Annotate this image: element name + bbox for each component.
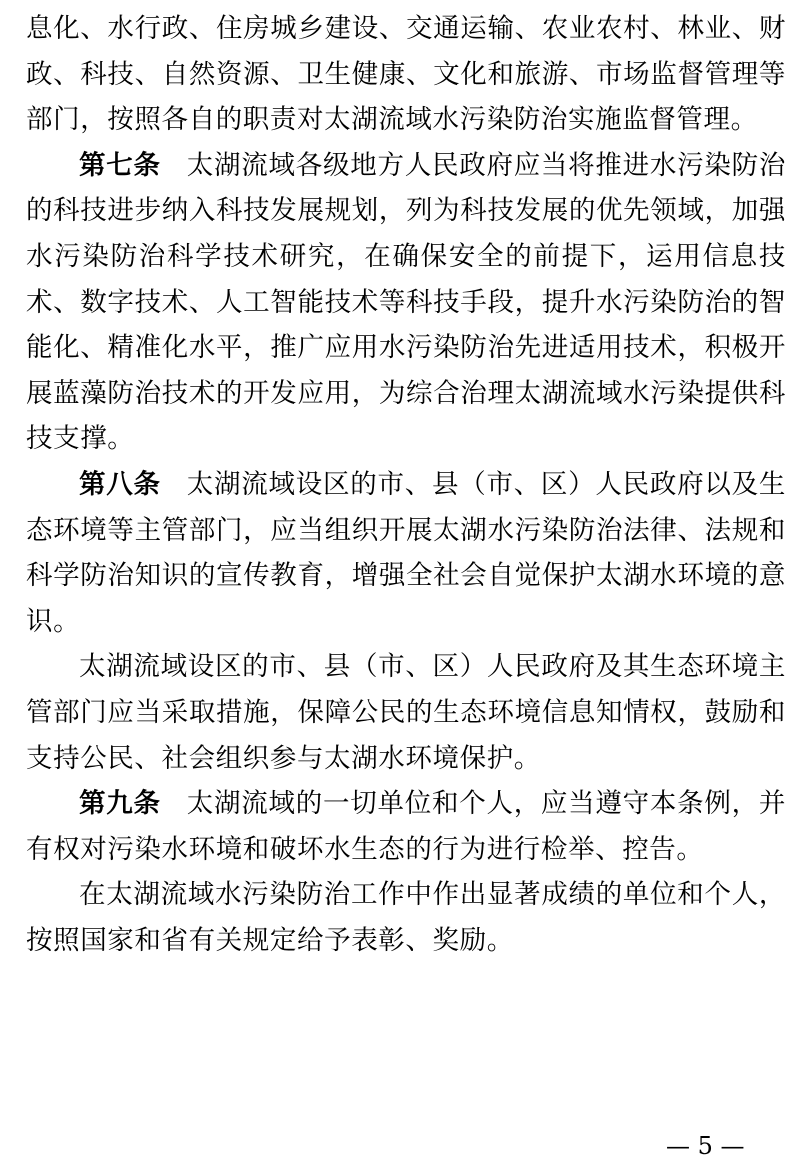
document-page xyxy=(26,6,786,963)
article-9-paragraph-2 xyxy=(26,872,786,963)
article-number: 第九条 xyxy=(79,788,161,820)
article-number: 第七条 xyxy=(79,149,161,181)
article-7 xyxy=(26,143,786,462)
article-8 xyxy=(26,462,786,644)
article-number: 第八条 xyxy=(79,468,161,500)
paragraph-text: 太湖流域设区的市、县（市、区）人民政府以及生态环境等主管部门，应当组织开展太湖水污染防治法律、法规和科学防治知识的宣传教育，增强全社会自觉保护太湖水环境的意识。 xyxy=(26,468,786,637)
article-9 xyxy=(26,781,786,872)
paragraph-text: 在太湖流域水污染防治工作中作出显著成绩的单位和个人，按照国家和省有关规定给予表彰、奖励。 xyxy=(26,879,786,956)
paragraph-continued xyxy=(26,6,786,143)
paragraph-text: 息化、水行政、住房城乡建设、交通运输、农业农村、林业、财政、科技、自然资源、卫生健康、文化和旅游、市场监督管理等部门，按照各自的职责对太湖流域水污染防治实施监督管理。 xyxy=(26,13,786,136)
article-8-paragraph-2 xyxy=(26,644,786,781)
paragraph-text: 太湖流域的一切单位和个人，应当遵守本条例，并有权对污染水环境和破坏水生态的行为进行检举、控告。 xyxy=(26,788,786,865)
paragraph-text: 太湖流域设区的市、县（市、区）人民政府及其生态环境主管部门应当采取措施，保障公民的生态环境信息知情权，鼓励和支持公民、社会组织参与太湖水环境保护。 xyxy=(26,651,786,774)
paragraph-text: 太湖流域各级地方人民政府应当将推进水污染防治的科技进步纳入科技发展规划，列为科技发展的优先领域，加强水污染防治科学技术研究，在确保安全的前提下，运用信息技术、数字技术、人工智能技术等科技手段，提升水污染防治的智能化、精准化水平，推广应用水污染防治先进适用技术，积极开展蓝藻防治技术的开发应用，为综合治理太湖流域水污染提供科技支撑。 xyxy=(26,149,786,455)
page-number: — 5 — xyxy=(666,1132,745,1160)
